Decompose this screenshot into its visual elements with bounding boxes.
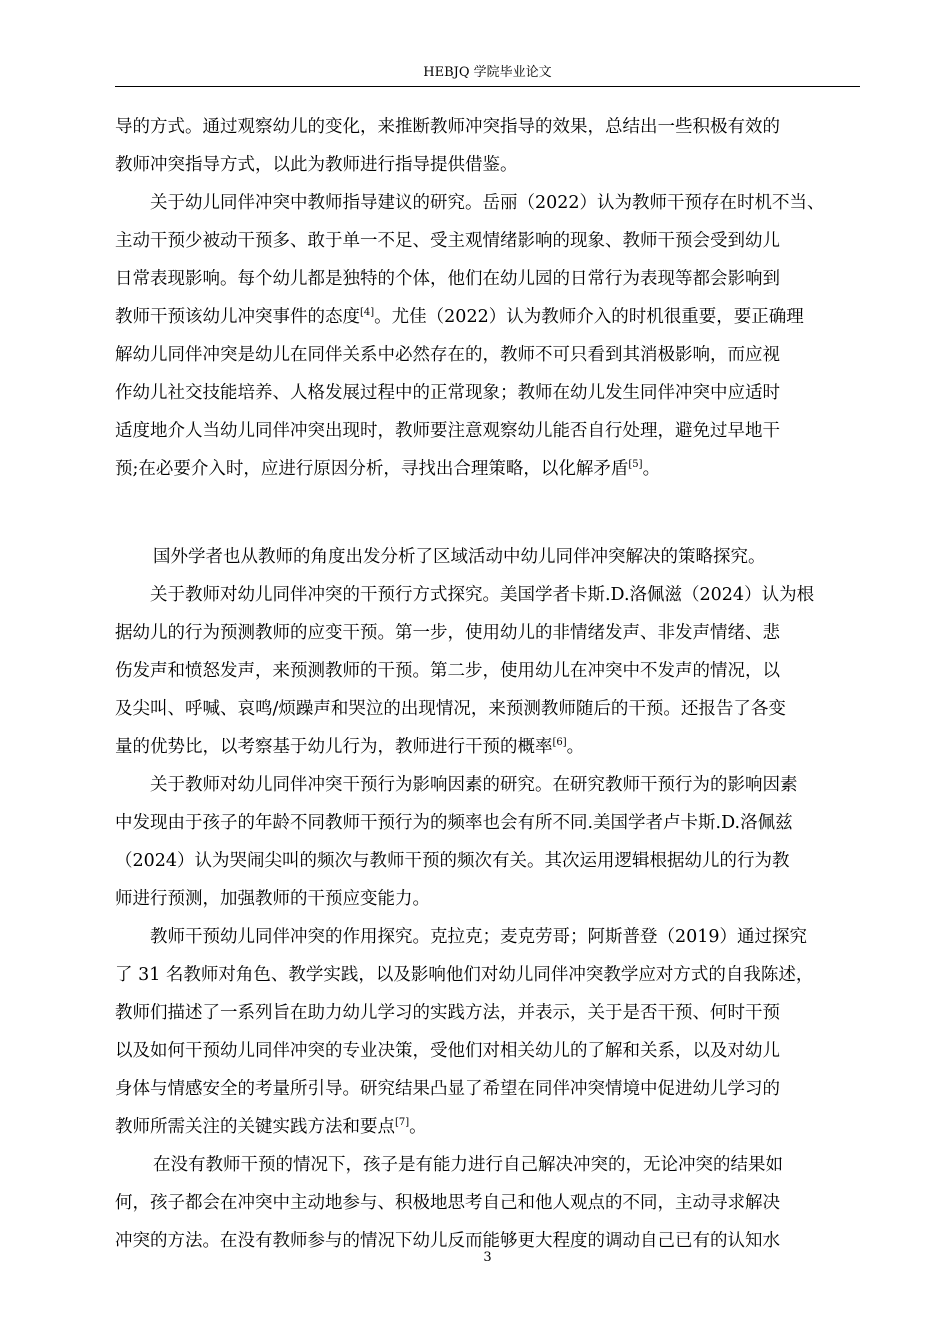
citation-ref: [6]	[552, 737, 567, 749]
text-run: 教师所需关注的关键实践方法和要点	[115, 1117, 395, 1137]
citation-ref: [4]	[360, 307, 375, 319]
text-line: 主动干预少被动干预多、敢于单一不足、受主观情绪影响的现象、教师干预会受到幼儿	[115, 231, 780, 251]
header-rule	[115, 86, 860, 87]
text-run: 预;在必要介入时，应进行原因分析，寻找出合理策略，以化解矛盾	[115, 459, 629, 479]
text-run: 量的优势比，以考察基于幼儿行为，教师进行干预的概率	[115, 737, 553, 757]
text-line: 伤发声和愤怒发声，来预测教师的干预。第二步，使用幼儿在冲突中不发声的情况，以	[115, 661, 780, 681]
text-line: 适度地介人当幼儿同伴冲突出现时，教师要注意观察幼儿能否自行处理，避免过早地干	[115, 421, 780, 441]
text-line: 教师冲突指导方式，以此为教师进行指导提供借鉴。	[115, 155, 518, 175]
text-line: 在没有教师干预的情况下，孩子是有能力进行自己解决冲突的，无论冲突的结果如	[153, 1155, 783, 1175]
section-heading	[115, 488, 860, 538]
text-run: 。	[642, 459, 661, 479]
text-line: 师进行预测，加强教师的干预应变能力。	[115, 889, 430, 909]
text-line: 关于幼儿同伴冲突中教师指导建议的研究。岳丽（2022）认为教师干预存在时机不当、	[150, 193, 825, 213]
text-line: 身体与情感安全的考量所引导。研究结果凸显了希望在同伴冲突情境中促进幼儿学习的	[115, 1079, 780, 1099]
text-run: 。	[566, 737, 585, 757]
page-number: 3	[483, 1250, 492, 1265]
document-body	[115, 108, 860, 1260]
text-line: 冲突的方法。在没有教师参与的情况下幼儿反而能够更大程度的调动自己已有的认知水	[115, 1231, 780, 1251]
citation-ref: [7]	[395, 1117, 410, 1129]
text-line: 关于教师对幼儿同伴冲突的干预行方式探究。美国学者卡斯.D.洛佩滋（2024）认为根	[150, 585, 815, 605]
text-line: 导的方式。通过观察幼儿的变化，来推断教师冲突指导的效果，总结出一些积极有效的	[115, 117, 780, 137]
text-line	[115, 728, 860, 766]
text-line: 解幼儿同伴冲突是幼儿在同伴关系中必然存在的，教师不可只看到其消极影响，而应视	[115, 345, 780, 365]
text-line	[115, 1108, 860, 1146]
text-line: 据幼儿的行为预测教师的应变干预。第一步，使用幼儿的非情绪发声、非发声情绪、悲	[115, 623, 780, 643]
text-line: 日常表现影响。每个幼儿都是独特的个体，他们在幼儿园的日常行为表现等都会影响到	[115, 269, 780, 289]
citation-ref: [5]	[628, 459, 643, 471]
text-line: （2024）认为哭闹尖叫的频次与教师干预的频次有关。其次运用逻辑根据幼儿的行为教	[115, 851, 790, 871]
text-line	[115, 298, 860, 336]
text-line	[115, 450, 860, 488]
text-run: 。尤佳（2022）认为教师介入的时机很重要，要正确理	[374, 307, 804, 327]
text-line: 教师们描述了一系列旨在助力幼儿学习的实践方法，并表示，关于是否干预、何时干预	[115, 1003, 780, 1023]
text-line: 教师干预幼儿同伴冲突的作用探究。克拉克；麦克劳哥；阿斯普登（2019）通过探究	[150, 927, 808, 947]
text-run: 教师干预该幼儿冲突事件的态度	[115, 307, 360, 327]
page-header: HEBJQ 学院毕业论文	[423, 65, 552, 80]
text-line: 作幼儿社交技能培养、人格发展过程中的正常现象；教师在幼儿发生同伴冲突中应适时	[115, 383, 780, 403]
text-line: 何，孩子都会在冲突中主动地参与、积极地思考自己和他人观点的不同，主动寻求解决	[115, 1193, 780, 1213]
text-line: 以及如何干预幼儿同伴冲突的专业决策，受他们对相关幼儿的了解和关系，以及对幼儿	[115, 1041, 780, 1061]
text-line: 了 31 名教师对角色、教学实践，以及影响他们对幼儿同伴冲突教学应对方式的自我陈述，	[115, 965, 814, 985]
text-line: 中发现由于孩子的年龄不同教师干预行为的频率也会有所不同.美国学者卢卡斯.D.洛佩兹	[115, 813, 793, 833]
text-line: 及尖叫、呼喊、哀鸣/烦躁声和哭泣的出现情况，来预测教师随后的干预。还报告了各变	[115, 699, 786, 719]
text-line: 国外学者也从教师的角度出发分析了区域活动中幼儿同伴冲突解决的策略探究。	[153, 547, 766, 567]
text-run: 。	[409, 1117, 427, 1137]
text-line: 关于教师对幼儿同伴冲突干预行为影响因素的研究。在研究教师干预行为的影响因素	[150, 775, 798, 795]
